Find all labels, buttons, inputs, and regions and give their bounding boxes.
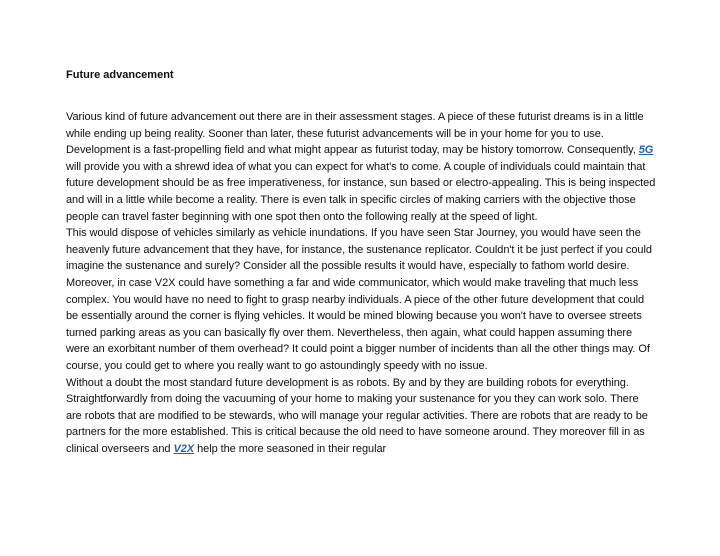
document-page [66,60,656,457]
paragraph-3 [66,375,656,458]
paragraph-1 [66,109,656,225]
paragraph-3-text-after: help the more seasoned in their regular [194,442,387,455]
paragraph-1-text-after: will provide you with a shrewd idea of what you can expect for what's to come. A couple of individuals could maintain that future development should be as free imperativeness, for instance, sun based or electro-appealing. This is being inspected and will in a little while become a reality. There is even talk in specific circles of making carriers with the objective those people can travel faster beginning with one spot then onto the following really at the speed of light. [66,160,656,223]
paragraph-2: This would dispose of vehicles similarly as vehicle inundations. If you have seen Star Journey, you would have seen the heavenly future advancement that they have, for instance, the sustenance replicator. Couldn't it be just perfect if you could imagine the sustenance and surely? Consider all the possible results it would have, especially to fathom world desire. Moreover, in case V2X could have something a far and wide communicator, which would make traveling that much less complex. You would have no need to fight to grasp nearby individuals. A piece of the other future development that could be essentially around the corner is flying vehicles. It would be mined blowing because you won't have to oversee streets turned parking areas as you can basically fly over them. Nevertheless, then again, what could happen assuming there were an exorbitant number of them overhead? It could point a bigger number of incidents than all the other things may. Of course, you could get to where you really want to go astoundingly speedy with no issue. [66,227,652,372]
link-5g[interactable]: 5G [638,144,654,157]
link-v2x[interactable]: V2X [173,442,195,455]
document-body [66,109,656,457]
paragraph-3-text-before: Without a doubt the most standard future development is as robots. By and by they are building robots for everything. Straightforwardly from doing the vacuuming of your home to making your sustenance for you they can work solo. There are robots that are modified to be stewards, who will manage your regular activities. There are robots that are ready to be partners for the more established. This is critical because the old need to have someone around. They moreover fill in as clinical overseers and [66,376,648,455]
paragraph-1-text-before: Various kind of future advancement out there are in their assessment stages. A piece of these futurist dreams is in a little while ending up being reality. Sooner than later, these futurist advancements will be in your home for you to use. Development is a fast-propelling field and what might appear as futurist today, may be history tomorrow. Consequently, [66,111,644,157]
document-title: Future advancement [66,69,174,81]
